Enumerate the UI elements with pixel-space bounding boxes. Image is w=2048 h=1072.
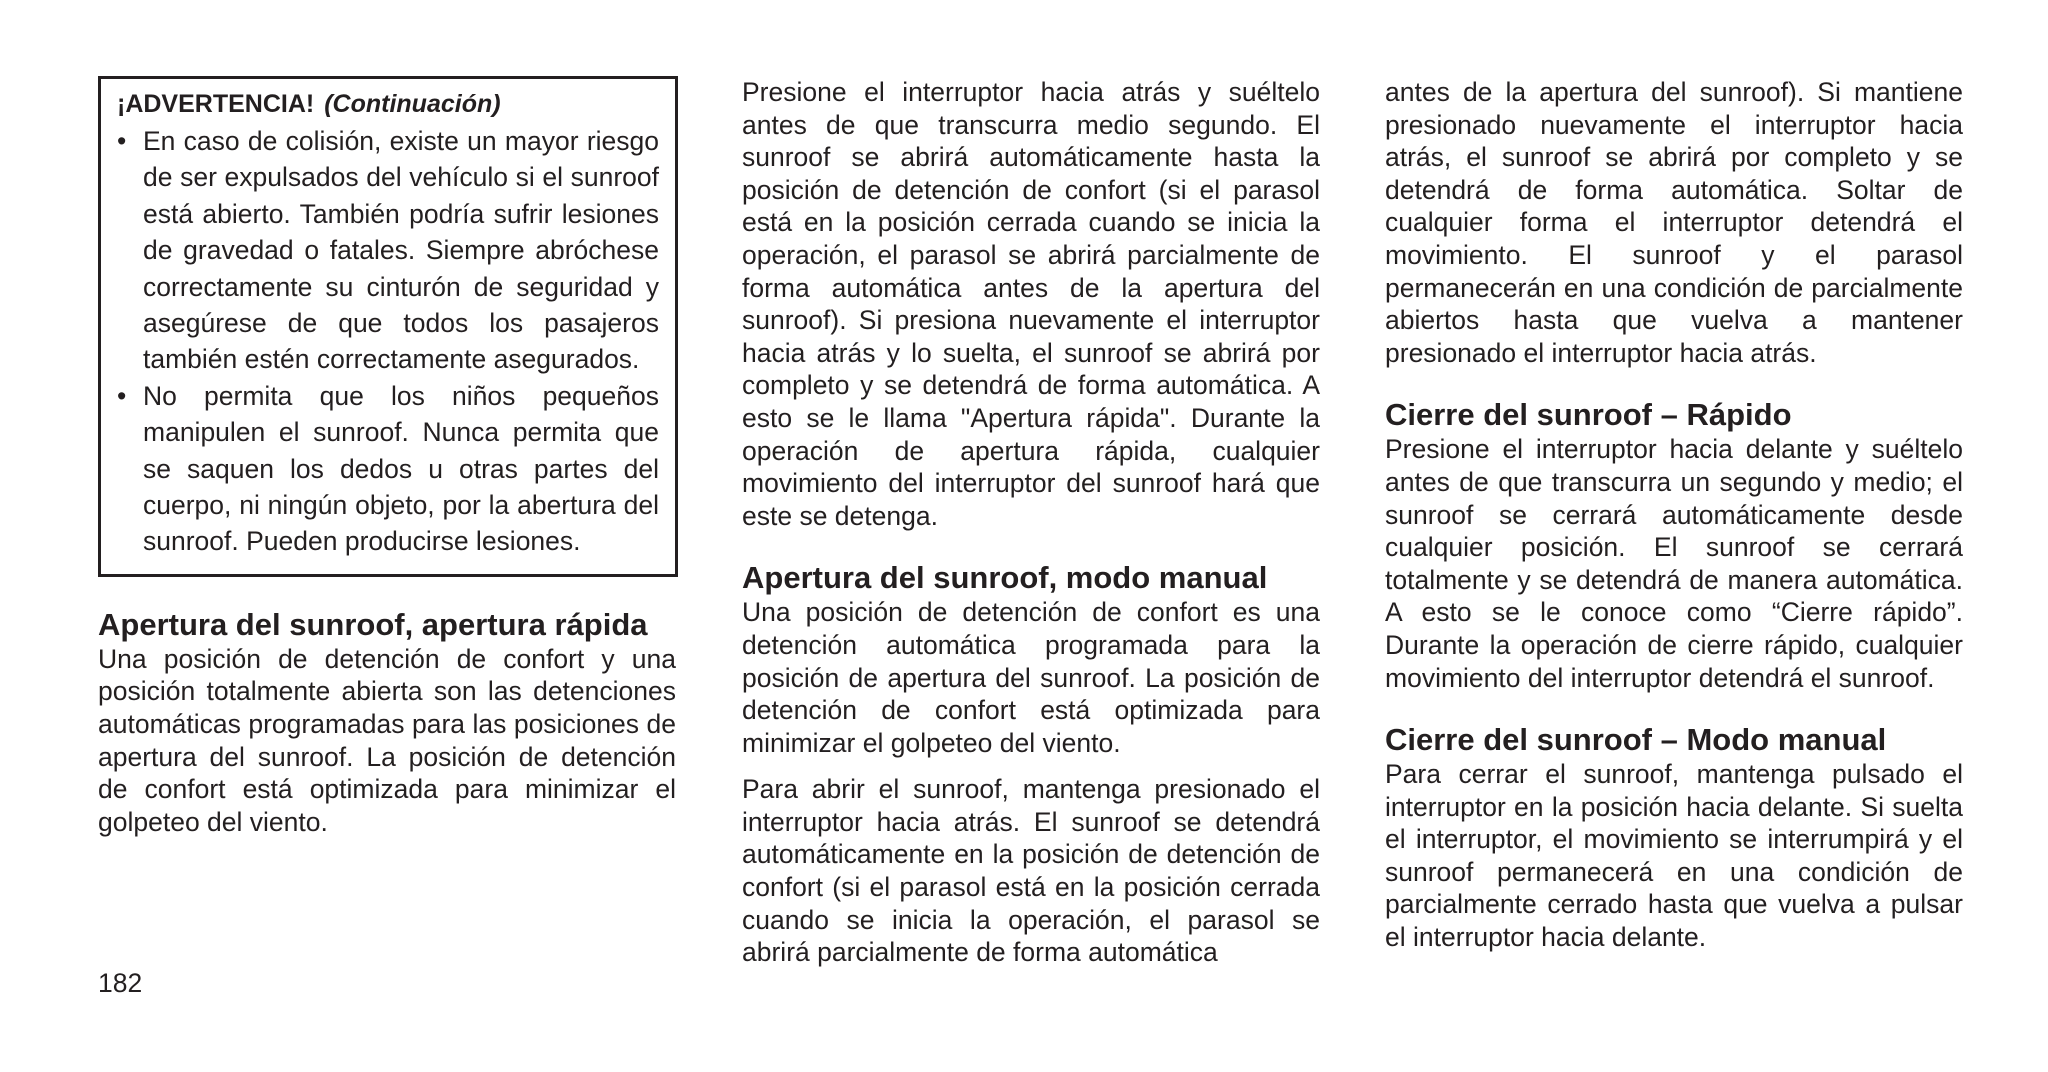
warning-bullet [117,123,659,378]
bullet-icon: • [117,380,127,411]
column-middle [742,76,1320,969]
section-paragraph-manual-open-2: Para abrir el sunroof, mantenga presionado el interruptor hacia atrás. El sunroof se detendrá automáticamente en la posición de detención de confort (si el parasol está en la posición cerrada cuando se inicia la operación, el parasol se abrirá parcialmente de forma automática [742,774,1320,968]
section-heading-rapid-close: Cierre del sunroof – Rápido [1385,397,1792,433]
warning-bullet-text: No permita que los niños pequeños manipulen el sunroof. Nunca permita que se saquen los dedos u otras partes del cuerpo, ni ningún objeto, por la abertura del sunroof. Pueden producirse lesiones. [143,380,659,557]
paragraph-manual-open-continued: antes de la apertura del sunroof). Si mantiene presionado nuevamente el interruptor hacia atrás, el sunroof se abrirá por completo y se detendrá de forma automática. Soltar de cualquier forma el interruptor detendrá el movimiento. El sunroof y el parasol permanecerán en una condición de parcialmente abiertos hasta que vuelva a mantener presionado el interruptor hacia atrás. [1385,77,1963,368]
warning-heading [117,87,659,121]
section-paragraph-rapid-close: Presione el interruptor hacia delante y suéltelo antes de que transcurra un segundo y medio; el sunroof se cerrará automáticamente desde cualquier posición. El sunroof se cerrará totalmente y se detendrá de manera automática. A esto se le conoce como “Cierre rápido”. Durante la operación de cierre rápido, cualquier movimiento del interruptor detendrá el sunroof. [1385,434,1963,693]
warning-box [98,76,678,577]
warning-bullet [117,378,659,560]
warning-title: ¡ADVERTENCIA! [117,90,315,118]
bullet-icon: • [117,126,127,156]
warning-continuation: (Continuación) [324,90,501,118]
section-heading-rapid-open: Apertura del sunroof, apertura rápida [98,606,648,642]
section-paragraph-manual-close: Para cerrar el sunroof, mantenga pulsado el interruptor en la posición hacia delante. Si suelta el interruptor, el movimiento se interrumpirá y el sunroof permanecerá en una condición de parcialmente cerrado hasta que vuelva a pulsar el interruptor hacia delante. [1385,759,1963,953]
paragraph-rapid-open-continued: Presione el interruptor hacia atrás y suéltelo antes de que transcurra medio segundo. El sunroof se abrirá automáticamente hasta la posición de detención de confort (si el parasol está en la posición cerrada cuando se inicia la operación, el parasol se abrirá parcialmente de forma automática antes de la apertura del sunroof). Si presiona nuevamente el interruptor hacia atrás y lo suelta, el sunroof se abrirá por completo y se detendrá de forma automática. A esto se le llama "Apertura rápida". Durante la operación de apertura rápida, cualquier movimiento del interruptor del sunroof hará que este se detenga. [742,77,1320,531]
warning-bullet-text: En caso de colisión, existe un mayor riesgo de ser expulsados del vehículo si el sunroof está abierto. También podría sufrir lesiones de gravedad o fatales. Siempre abróchese correctamente su cinturón de seguridad y asegúrese de que todos los pasajeros también estén correctamente asegurados. [143,126,659,375]
section-heading-manual-open: Apertura del sunroof, modo manual [742,560,1268,596]
column-right [1385,76,1963,954]
page-number: 182 [98,968,143,998]
column-left [98,76,676,838]
section-heading-manual-close: Cierre del sunroof – Modo manual [1385,722,1887,758]
section-paragraph-rapid-open: Una posición de detención de confort y una posición totalmente abierta son las detenciones automáticas programadas para las posiciones de apertura del sunroof. La posición de detención de confort está optimizada para minimizar el golpeteo del viento. [98,643,676,837]
section-paragraph-manual-open-1: Una posición de detención de confort es una detención automática programada para la posición de apertura del sunroof. La posición de detención de confort está optimizada para minimizar el golpeteo del viento. [742,597,1320,758]
